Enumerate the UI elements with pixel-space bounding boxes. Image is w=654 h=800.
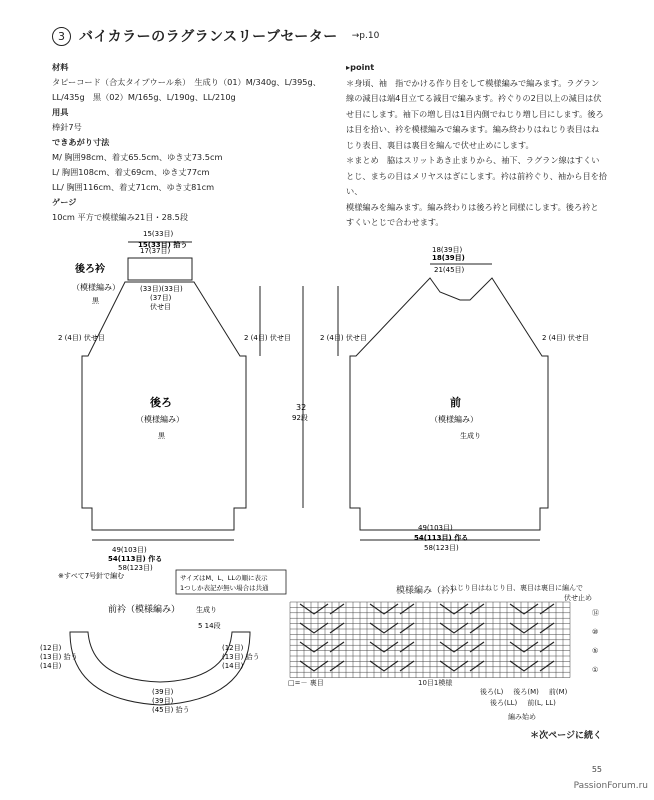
back-neck3: 伏せ目	[150, 303, 171, 311]
back-collar-label: 後ろ衿	[75, 264, 105, 275]
point-line: すくいとじで合わせます。	[346, 217, 444, 227]
chart-start: 編み始め	[508, 713, 536, 721]
point-line: ＊まとめ 脇はスリットあき止まりから、袖下、ラグラン線はすくい	[346, 155, 600, 165]
page-number: 55	[591, 765, 602, 774]
front-collar-right2: (13目) 拾う	[222, 653, 260, 661]
chart-back-labels2	[490, 698, 556, 708]
chart-back-label: 前(L, LL)	[527, 699, 556, 707]
back-body-label: 後ろ	[150, 396, 172, 409]
watermark: PassionForum.ru	[573, 781, 648, 791]
front-bottom2: 54(113目) 作る	[414, 534, 469, 542]
size-note: サイズはM、L、LLの順に表示	[180, 574, 268, 582]
front-top1: 18(39目)	[432, 246, 463, 254]
front-body-shape	[350, 278, 548, 530]
front-collar-right1: (12目)	[222, 644, 244, 652]
front-body-pattern: （模様編み）	[430, 415, 478, 424]
chart-note1: ねじり目はねじり目、裏目は裏目に編んで	[450, 584, 583, 592]
sizes-heading: できあがり寸法	[52, 137, 110, 147]
front-collar-color: 生成り	[196, 606, 217, 614]
gauge-line: 10cm 平方で模様編み21目・28.5段	[52, 212, 189, 222]
front-collar-right3: (14目)	[222, 662, 244, 670]
chart-back-label: 前(M)	[548, 688, 568, 696]
back-bottom3: 58(123目)	[118, 564, 153, 572]
chart-back-label: 後ろ(L)	[480, 688, 504, 696]
back-collar-pattern: （模様編み）	[72, 283, 120, 292]
page-ref-link[interactable]: →p.10	[351, 31, 380, 41]
hook-note: ※すべて7号針で編む	[58, 572, 125, 580]
row-number: ⑩	[592, 628, 599, 636]
sizes-line: M/ 胸囲98cm、着丈65.5cm、ゆき丈73.5cm	[52, 152, 223, 162]
back-top-w2: 15(33目) 拾う	[138, 241, 188, 249]
front-body-color: 生成り	[460, 432, 481, 440]
front-collar-left1: (12目)	[40, 644, 62, 652]
point-line: 模様編みを編みます。編み終わりは後ろ衿と同様にします。後ろ衿と	[346, 201, 599, 212]
back-collar-shape	[128, 258, 192, 280]
front-collar-left3: (14目)	[40, 662, 62, 670]
point-line: とじ、まちの目はメリヤスはぎにします。衿は前衿ぐり、袖から目を拾い、	[346, 170, 608, 196]
gauge-heading: ゲージ	[52, 197, 77, 207]
front-right-bind: 2 (4目) 伏せ目	[542, 334, 589, 342]
front-body-label: 前	[450, 396, 461, 409]
front-bottom3: 58(123目)	[424, 544, 459, 552]
back-top-w1: 15(33目)	[143, 230, 174, 238]
chart-legend: □=－ 裏目	[288, 679, 324, 687]
center-height: 32	[296, 403, 307, 412]
point-heading: ▸point	[346, 62, 375, 72]
tools-line: 棒針7号	[52, 122, 82, 132]
page-title: バイカラーのラグランスリーブセーター	[79, 29, 338, 45]
chart-back-label: 後ろ(M)	[513, 688, 539, 696]
front-top3: 21(45目)	[434, 266, 465, 274]
point-line: せ目にします。袖下の増し目は1目内側でねじり増し目にします。後ろ	[346, 108, 604, 119]
point-line: は目を拾い、衿を模様編みで編みます。編み終わりはねじり表目はね	[346, 124, 600, 134]
center-height-rows: 92段	[292, 414, 308, 422]
point-line: じり表目、裏目は裏目を編んで伏せ止めにします。	[346, 139, 534, 150]
sizes-line: L/ 胸囲108cm、着丈69cm、ゆき丈77cm	[52, 167, 210, 177]
front-collar-height: 5 14段	[198, 622, 221, 630]
chart-back-labels	[480, 687, 567, 697]
back-body-pattern: （模様編み）	[136, 415, 184, 424]
materials-heading: 材料	[52, 62, 69, 72]
back-left-bind: 2 (4目) 伏せ目	[58, 334, 105, 342]
row-number: ⑤	[592, 647, 599, 655]
back-neck2: (37目)	[150, 294, 172, 302]
materials-line: タピーコード（合太タイプウール糸） 生成り（01）M/340g、L/395g、	[52, 77, 321, 87]
back-bottom1: 49(103目)	[112, 546, 147, 554]
front-collar-bottom2: (39目)	[152, 697, 174, 705]
front-bottom1: 49(103目)	[418, 524, 453, 532]
back-top-w3: 17(37目)	[140, 247, 171, 255]
tools-heading: 用具	[52, 107, 69, 117]
continue-note: ＊次ページに続く	[530, 731, 602, 741]
front-collar-title: 前衿（模様編み）	[108, 605, 181, 615]
row-number: ⑭	[592, 609, 599, 617]
back-bottom2: 54(113目) 作る	[108, 555, 163, 563]
pattern-number: 3	[52, 27, 71, 46]
front-left-bind: 2 (4目) 伏せ目	[320, 334, 367, 342]
back-body-color: 黒	[158, 432, 165, 440]
point-line: ＊身頃、袖 指でかける作り目をして模様編みで編みます。ラグラン	[346, 77, 600, 88]
chart-back-label: 後ろ(LL)	[490, 699, 518, 707]
chart-title: 模様編み（衿）	[396, 586, 460, 596]
size-note2: 1つしか表記が無い場合は共通	[180, 584, 269, 592]
front-collar-bottom3: (45目) 拾う	[152, 706, 190, 714]
back-right-bind: 2 (4目) 伏せ目	[244, 334, 291, 342]
row-number: ①	[592, 666, 599, 674]
materials-line: LL/435g 黒（02）M/165g、L/190g、LL/210g	[52, 92, 236, 102]
back-collar-color: 黒	[92, 297, 99, 305]
front-top2: 18(39目)	[432, 254, 465, 262]
back-neck1: (33目)(33目)	[140, 285, 183, 293]
front-collar-bottom1: (39目)	[152, 688, 174, 696]
front-collar-left2: (13目) 拾う	[40, 653, 78, 661]
point-line: 線の減目は端4目立てる減目で編みます。衿ぐりの2目以上の減目は伏	[346, 93, 602, 103]
chart-note2: 伏せ止め	[564, 594, 592, 602]
sizes-line: LL/ 胸囲116cm、着丈71cm、ゆき丈81cm	[52, 182, 215, 192]
chart-row-numbers	[592, 604, 599, 680]
chart-repeat: 10目1模様	[418, 679, 453, 687]
